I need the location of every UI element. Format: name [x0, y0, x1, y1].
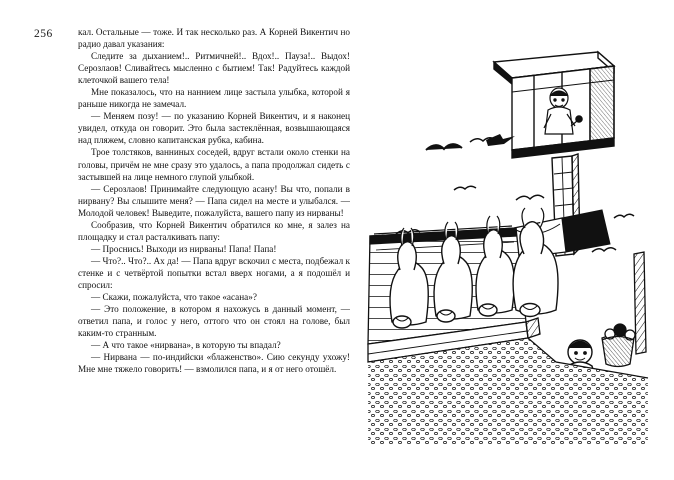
illustration — [366, 22, 650, 446]
paragraph: — Серозлаов! Принимайте следующую асану! Вы что, попали в нирвану? Вы слышите меня? — Папа сидел на месте и улыбался. — Молодой человек! Выведите, пожалуйста, вашего папу из нирваны! — [78, 183, 350, 218]
paragraph: — Что?.. Что?.. Ах да! — Папа вдруг вскочил с места, подбежал к стенке и с четвёртой попытки встал вверх ногами, а я подошёл и спросил: — [78, 255, 350, 290]
paragraph: — Это положение, в котором я нахожусь в данный момент, — ответил папа, и голос у него, оттого что он стоял на голове, был каким-то странным. — [78, 304, 350, 339]
page-number: 256 — [34, 28, 53, 40]
body-text-column — [78, 26, 350, 375]
paragraph: — Скажи, пожалуйста, что такое «асана»? — [91, 292, 257, 303]
deck-post — [634, 252, 646, 354]
paragraph: — Нирвана — по-индийски «блаженство». Сию секунду ухожу! Мне мне тяжело говорить! — взмолился папа, и я от него отошёл. — [78, 352, 350, 375]
paragraph: кал. Остальные — тоже. И так несколько раз. А Корней Викентич но радио давал указания: — [78, 27, 350, 50]
basket-of-fruit — [602, 324, 635, 367]
paragraph: — Меняем позу! — по указанию Корней Викентич, и я наконец увидел, откуда он говорит. Это была застеклённая, возвышающаяся над пляжем, словно капитанская рубка, кабина. — [78, 111, 350, 146]
paragraph: Следите за дыханием!.. Ритмичней!.. Вдох!.. Пауза!.. Выдох! Серозлаов! Сливайтесь мысленно с бытием! Так! Радуйтесь каждой клеточкой вашего тела! — [78, 51, 350, 86]
paragraph: — А что такое «нирвана», в которую ты впадал? — [91, 340, 281, 351]
paragraph: Мне показалось, что на наннием лице застыла улыбка, которой я раньше никогда не замечал. — [78, 87, 350, 110]
paragraph: Трое толстяков, ванниных соседей, вдруг встали около стенки на головы, причём не мне сразу это удалось, а папа продолжал сидеть с застывшей на лице немного глупой улыбкой. — [78, 147, 350, 182]
paragraph: — Проснись! Выходи из нирваны! Папа! Папа! — [91, 243, 277, 254]
paragraph: Сообразив, что Корней Викентич обратился ко мне, я залез на площадку и стал расталкивать папу: — [78, 219, 350, 242]
bird-silhouette — [486, 134, 515, 146]
